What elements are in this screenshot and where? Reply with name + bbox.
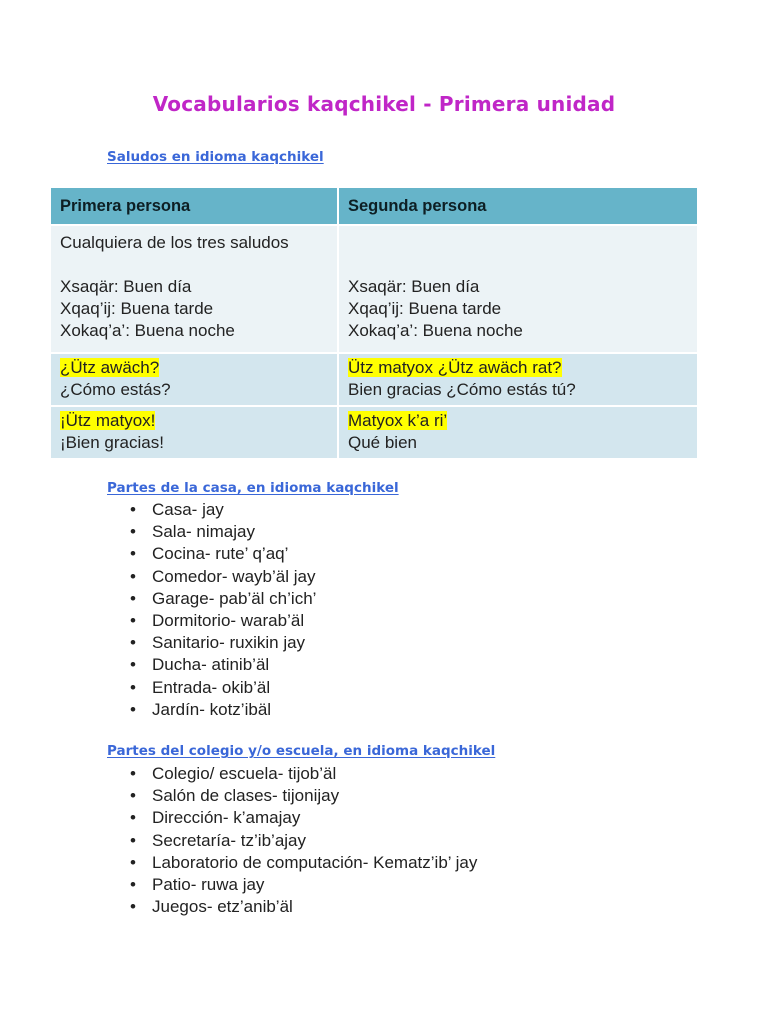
translation: Bien gracias ¿Cómo estás tú?: [348, 380, 576, 399]
greeting-night: Xokaq’a’: Buena noche: [60, 321, 235, 340]
greeting-intro: Cualquiera de los tres saludos: [60, 233, 289, 252]
greeting-morning: Xsaqär: Buen día: [348, 277, 480, 296]
house-heading: Partes de la casa, en idioma kaqchikel: [107, 480, 399, 496]
table-row: [51, 352, 697, 405]
translation: ¡Bien gracias!: [60, 433, 164, 452]
house-vocab-list: [125, 499, 316, 721]
school-heading: Partes del colegio y/o escuela, en idioma kaqchikel: [107, 743, 496, 759]
list-item: • Entrada- okib’äl: [125, 677, 316, 699]
highlighted-phrase: Matyox k’a ri’: [348, 411, 448, 430]
list-item: • Jardín- kotz’ibäl: [125, 699, 316, 721]
table-cell: [339, 224, 697, 352]
list-item: • Cocina- rute’ q’aq’: [125, 543, 316, 565]
list-item: • Colegio/ escuela- tijob’äl: [125, 763, 477, 785]
list-item: • Comedor- wayb’äl jay: [125, 566, 316, 588]
greeting-night: Xokaq’a’: Buena noche: [348, 321, 523, 340]
list-item: • Dirección- k’amajay: [125, 807, 477, 829]
column-header-first-person: Primera persona: [51, 188, 339, 224]
school-vocab-list: [125, 763, 477, 918]
table-cell: [339, 352, 697, 405]
table-cell: [51, 224, 339, 352]
list-item: • Laboratorio de computación- Kematz’ib’ jay: [125, 852, 477, 874]
greeting-afternoon: Xqaq’ij: Buena tarde: [348, 299, 502, 318]
highlighted-phrase: ¡Ütz matyox!: [60, 411, 156, 430]
list-item: • Sanitario- ruxikin jay: [125, 632, 316, 654]
translation: ¿Cómo estás?: [60, 380, 171, 399]
greeting-morning: Xsaqär: Buen día: [60, 277, 192, 296]
table-header-row: [51, 188, 697, 224]
greeting-afternoon: Xqaq’ij: Buena tarde: [60, 299, 214, 318]
page-title: Vocabularios kaqchikel - Primera unidad: [152, 92, 616, 116]
list-item: • Dormitorio- warab’äl: [125, 610, 316, 632]
table-row: [51, 224, 697, 352]
list-item: • Ducha- atinib’äl: [125, 654, 316, 676]
list-item: • Casa- jay: [125, 499, 316, 521]
table-row: [51, 405, 697, 458]
list-item: • Garage- pab’äl ch’ich’: [125, 588, 316, 610]
table-cell: [339, 405, 697, 458]
translation: Qué bien: [348, 433, 417, 452]
list-item: • Juegos- etz’anib’äl: [125, 896, 477, 918]
list-item: • Secretaría- tz’ib’ajay: [125, 830, 477, 852]
highlighted-phrase: ¿Ütz awäch?: [60, 358, 160, 377]
list-item: • Salón de clases- tijonijay: [125, 785, 477, 807]
table-cell: [51, 405, 339, 458]
list-item: • Patio- ruwa jay: [125, 874, 477, 896]
column-header-second-person: Segunda persona: [339, 188, 697, 224]
greetings-heading: Saludos en idioma kaqchikel: [107, 149, 324, 165]
highlighted-phrase: Ütz matyox ¿Ütz awäch rat?: [348, 358, 562, 377]
table-cell: [51, 352, 339, 405]
list-item: • Sala- nimajay: [125, 521, 316, 543]
greetings-table: [51, 188, 697, 458]
